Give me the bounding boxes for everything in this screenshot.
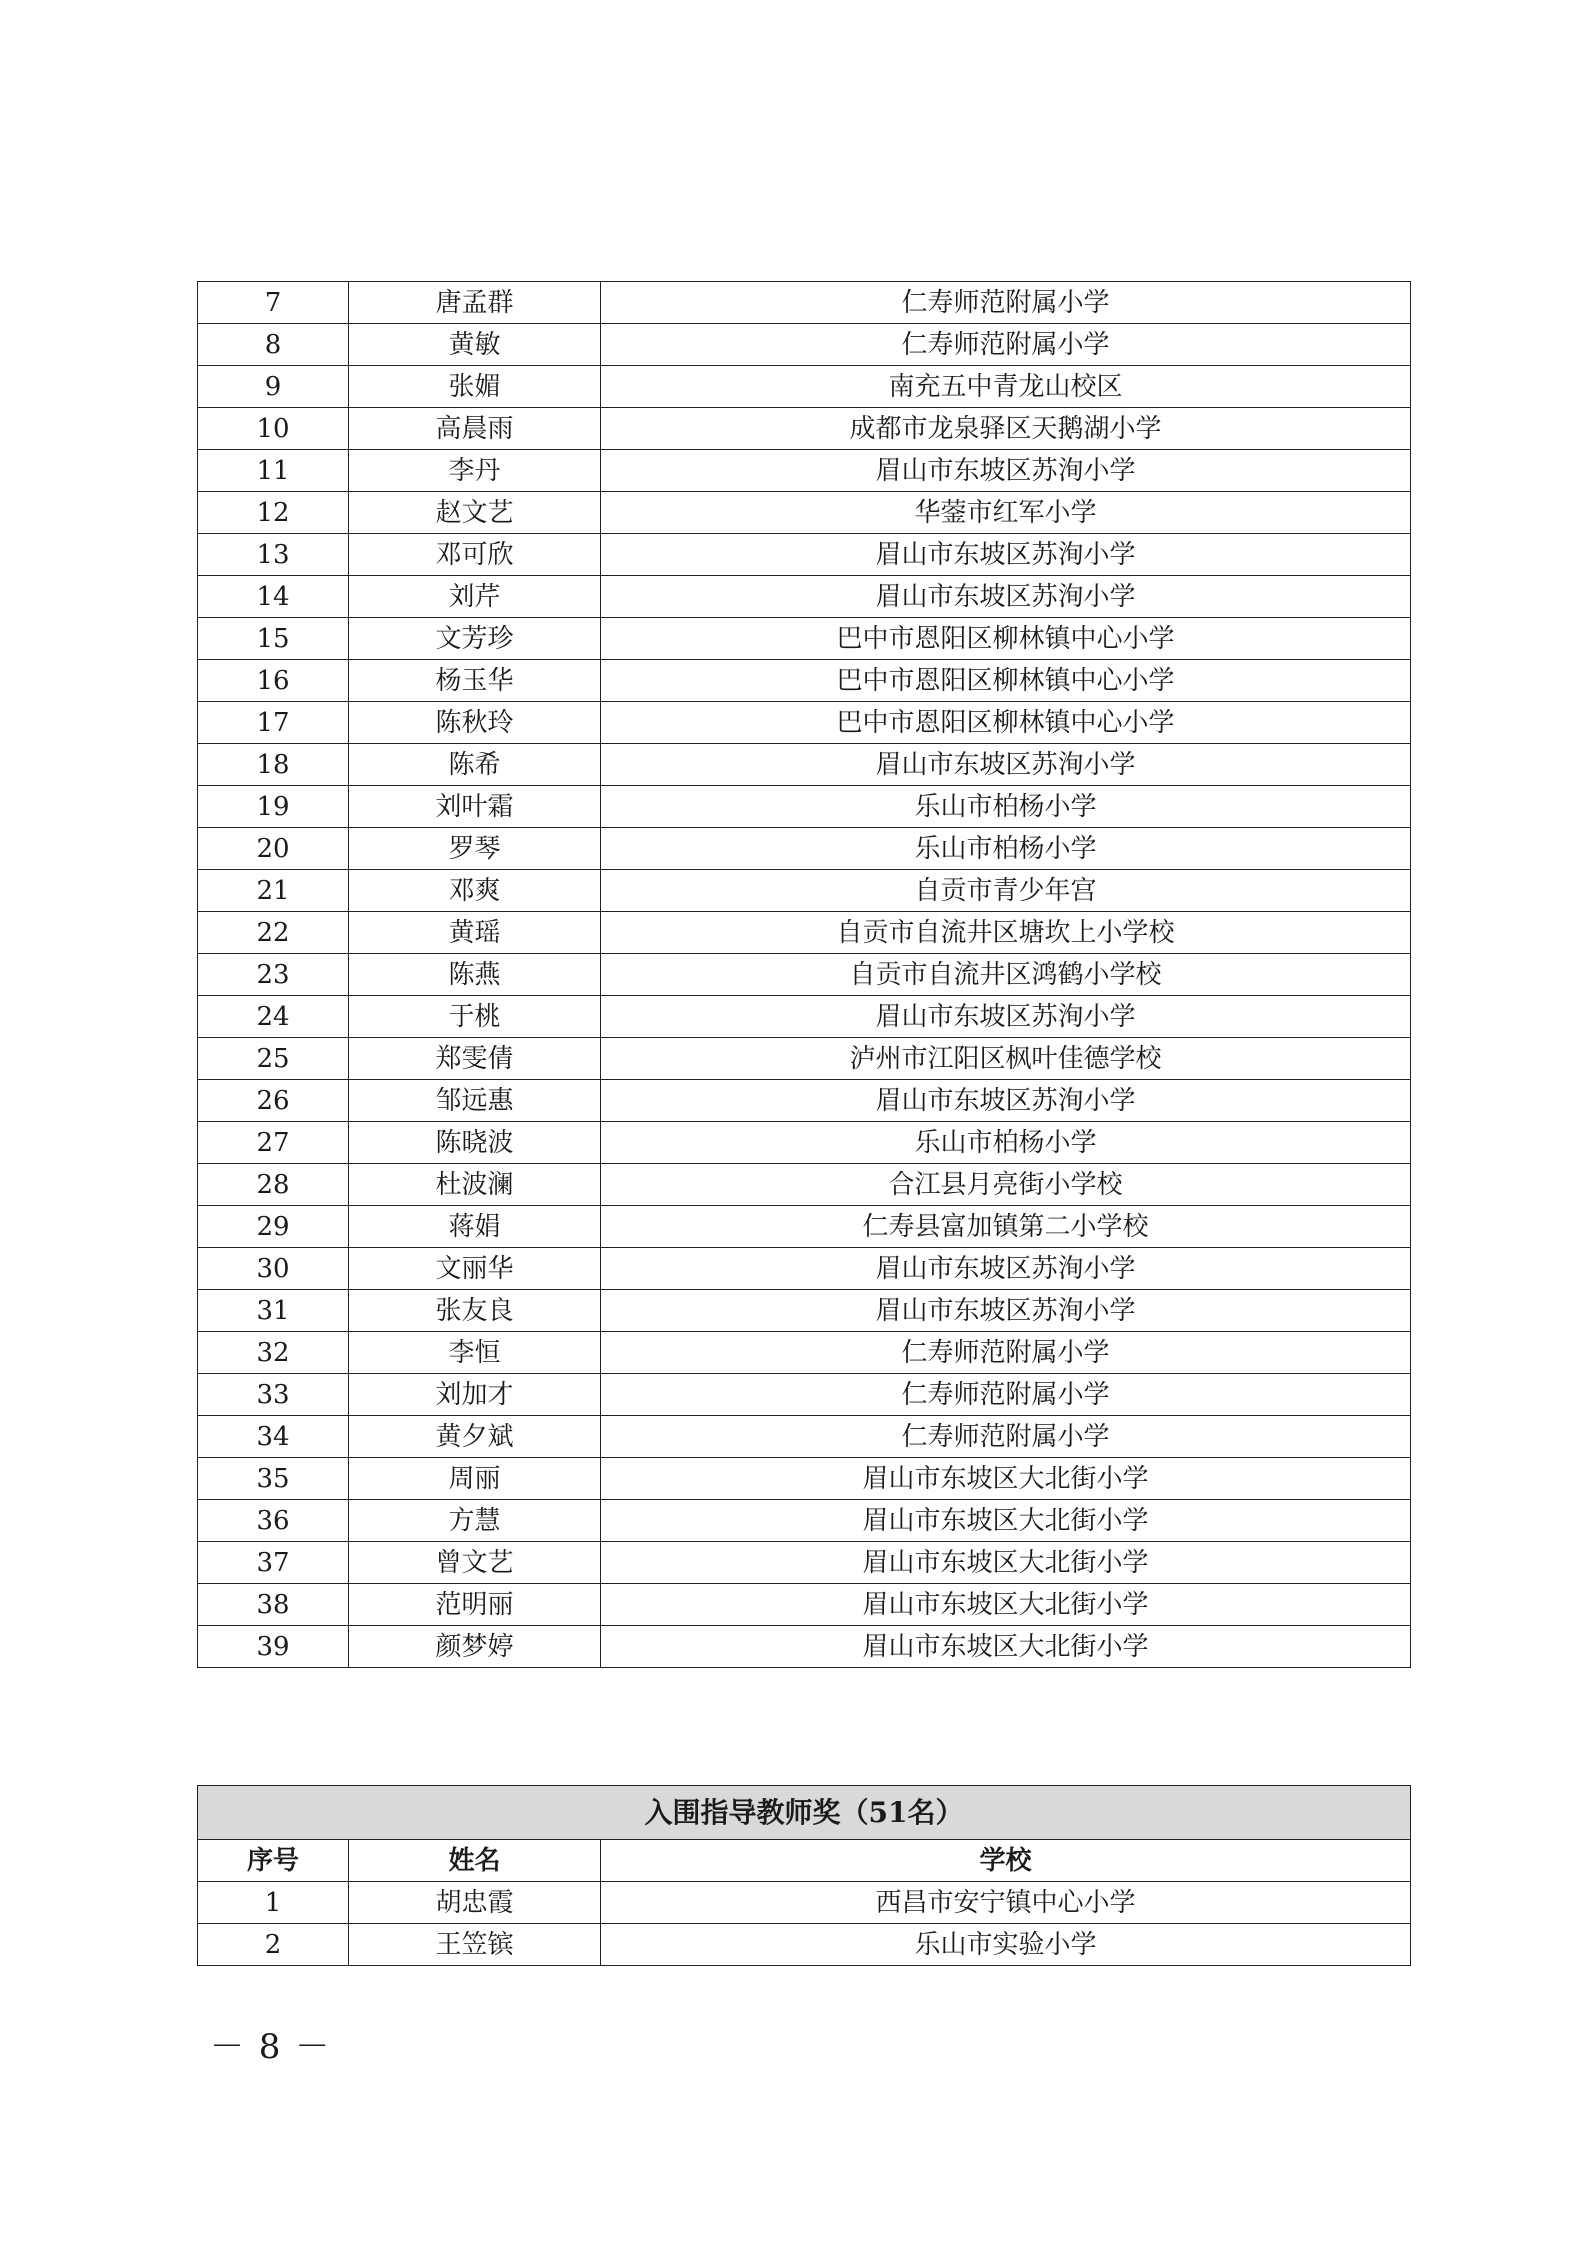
row-school: 巴中市恩阳区柳林镇中心小学 (601, 618, 1411, 660)
table-row (198, 366, 1411, 408)
row-serial-number: 11 (198, 450, 349, 492)
row-serial-number: 2 (198, 1924, 349, 1966)
table-row (198, 744, 1411, 786)
row-serial-number: 19 (198, 786, 349, 828)
row-school: 仁寿师范附属小学 (601, 1374, 1411, 1416)
table-row (198, 1122, 1411, 1164)
row-name: 郑雯倩 (349, 1038, 601, 1080)
row-serial-number: 21 (198, 870, 349, 912)
header-serial-number: 序号 (198, 1840, 349, 1882)
table-row (198, 1374, 1411, 1416)
row-serial-number: 17 (198, 702, 349, 744)
row-serial-number: 26 (198, 1080, 349, 1122)
row-school: 自贡市自流井区鸿鹤小学校 (601, 954, 1411, 996)
row-name: 陈秋玲 (349, 702, 601, 744)
row-school: 眉山市东坡区苏洵小学 (601, 534, 1411, 576)
row-name: 李恒 (349, 1332, 601, 1374)
row-serial-number: 30 (198, 1248, 349, 1290)
row-school: 成都市龙泉驿区天鹅湖小学 (601, 408, 1411, 450)
row-name: 蒋娟 (349, 1206, 601, 1248)
row-name: 罗琴 (349, 828, 601, 870)
row-name: 文芳珍 (349, 618, 601, 660)
table-row (198, 618, 1411, 660)
row-school: 眉山市东坡区苏洵小学 (601, 1080, 1411, 1122)
table-row (198, 450, 1411, 492)
table-row (198, 1248, 1411, 1290)
table-row (198, 1500, 1411, 1542)
row-school: 自贡市自流井区塘坎上小学校 (601, 912, 1411, 954)
row-serial-number: 18 (198, 744, 349, 786)
row-school: 眉山市东坡区苏洵小学 (601, 996, 1411, 1038)
row-name: 张媚 (349, 366, 601, 408)
table-row (198, 324, 1411, 366)
row-serial-number: 38 (198, 1584, 349, 1626)
row-school: 眉山市东坡区大北街小学 (601, 1626, 1411, 1668)
row-serial-number: 1 (198, 1882, 349, 1924)
table-row (198, 1038, 1411, 1080)
row-name: 杨玉华 (349, 660, 601, 702)
header-school: 学校 (601, 1840, 1411, 1882)
row-name: 刘芹 (349, 576, 601, 618)
row-school: 乐山市柏杨小学 (601, 828, 1411, 870)
table-row (198, 702, 1411, 744)
row-school: 自贡市青少年宫 (601, 870, 1411, 912)
header-name: 姓名 (349, 1840, 601, 1882)
row-school: 眉山市东坡区大北街小学 (601, 1458, 1411, 1500)
row-name: 李丹 (349, 450, 601, 492)
row-name: 方慧 (349, 1500, 601, 1542)
row-serial-number: 27 (198, 1122, 349, 1164)
row-school: 眉山市东坡区苏洵小学 (601, 450, 1411, 492)
table-row (198, 1206, 1411, 1248)
award-title-row (198, 1786, 1411, 1840)
table-row (198, 996, 1411, 1038)
row-school: 眉山市东坡区苏洵小学 (601, 1248, 1411, 1290)
row-serial-number: 15 (198, 618, 349, 660)
row-school: 眉山市东坡区大北街小学 (601, 1542, 1411, 1584)
table-row (198, 492, 1411, 534)
table-row (198, 870, 1411, 912)
table-row (198, 1164, 1411, 1206)
row-name: 高晨雨 (349, 408, 601, 450)
row-name: 邓爽 (349, 870, 601, 912)
row-school: 仁寿师范附属小学 (601, 1416, 1411, 1458)
row-school: 眉山市东坡区苏洵小学 (601, 576, 1411, 618)
row-name: 范明丽 (349, 1584, 601, 1626)
table-row (198, 1332, 1411, 1374)
row-name: 颜梦婷 (349, 1626, 601, 1668)
table-row (198, 1924, 1411, 1966)
row-name: 陈燕 (349, 954, 601, 996)
row-name: 王笠镔 (349, 1924, 601, 1966)
row-school: 仁寿师范附属小学 (601, 282, 1411, 324)
row-school: 巴中市恩阳区柳林镇中心小学 (601, 702, 1411, 744)
row-school: 仁寿县富加镇第二小学校 (601, 1206, 1411, 1248)
row-serial-number: 31 (198, 1290, 349, 1332)
row-serial-number: 39 (198, 1626, 349, 1668)
main-list-table (197, 281, 1411, 1668)
row-name: 黄瑶 (349, 912, 601, 954)
row-name: 胡忠霞 (349, 1882, 601, 1924)
table-row (198, 534, 1411, 576)
row-serial-number: 32 (198, 1332, 349, 1374)
row-serial-number: 20 (198, 828, 349, 870)
main-list-body (198, 282, 1411, 1668)
table-row (198, 1458, 1411, 1500)
row-serial-number: 37 (198, 1542, 349, 1584)
row-serial-number: 25 (198, 1038, 349, 1080)
row-name: 唐孟群 (349, 282, 601, 324)
row-school: 眉山市东坡区苏洵小学 (601, 1290, 1411, 1332)
row-name: 赵文艺 (349, 492, 601, 534)
row-school: 南充五中青龙山校区 (601, 366, 1411, 408)
row-serial-number: 29 (198, 1206, 349, 1248)
table-row (198, 576, 1411, 618)
row-serial-number: 28 (198, 1164, 349, 1206)
row-serial-number: 10 (198, 408, 349, 450)
row-name: 陈晓波 (349, 1122, 601, 1164)
row-school: 乐山市实验小学 (601, 1924, 1411, 1966)
row-name: 黄敏 (349, 324, 601, 366)
row-school: 乐山市柏杨小学 (601, 1122, 1411, 1164)
award-header-row (198, 1840, 1411, 1882)
row-school: 西昌市安宁镇中心小学 (601, 1882, 1411, 1924)
row-serial-number: 36 (198, 1500, 349, 1542)
row-name: 文丽华 (349, 1248, 601, 1290)
row-school: 华蓥市红军小学 (601, 492, 1411, 534)
row-serial-number: 12 (198, 492, 349, 534)
row-school: 眉山市东坡区大北街小学 (601, 1500, 1411, 1542)
row-serial-number: 23 (198, 954, 349, 996)
award-table (197, 1785, 1411, 1966)
row-serial-number: 22 (198, 912, 349, 954)
row-name: 邓可欣 (349, 534, 601, 576)
row-school: 合江县月亮街小学校 (601, 1164, 1411, 1206)
row-name: 张友良 (349, 1290, 601, 1332)
row-school: 眉山市东坡区大北街小学 (601, 1584, 1411, 1626)
row-school: 眉山市东坡区苏洵小学 (601, 744, 1411, 786)
row-serial-number: 35 (198, 1458, 349, 1500)
table-row (198, 912, 1411, 954)
row-name: 陈希 (349, 744, 601, 786)
table-row (198, 1080, 1411, 1122)
table-row (198, 1882, 1411, 1924)
row-serial-number: 33 (198, 1374, 349, 1416)
row-school: 仁寿师范附属小学 (601, 1332, 1411, 1374)
table-row (198, 828, 1411, 870)
row-school: 乐山市柏杨小学 (601, 786, 1411, 828)
row-school: 巴中市恩阳区柳林镇中心小学 (601, 660, 1411, 702)
row-name: 邹远惠 (349, 1080, 601, 1122)
row-name: 刘加才 (349, 1374, 601, 1416)
row-serial-number: 8 (198, 324, 349, 366)
row-name: 周丽 (349, 1458, 601, 1500)
page-number: － 8 － (210, 2027, 332, 2067)
table-row (198, 1542, 1411, 1584)
row-name: 黄夕斌 (349, 1416, 601, 1458)
table-row (198, 282, 1411, 324)
award-section-title: 入围指导教师奖（51名） (198, 1786, 1411, 1840)
table-row (198, 1290, 1411, 1332)
row-serial-number: 14 (198, 576, 349, 618)
row-name: 于桃 (349, 996, 601, 1038)
award-list-body (198, 1882, 1411, 1966)
table-row (198, 408, 1411, 450)
row-serial-number: 9 (198, 366, 349, 408)
row-serial-number: 16 (198, 660, 349, 702)
row-name: 杜波澜 (349, 1164, 601, 1206)
table-row (198, 1584, 1411, 1626)
row-serial-number: 13 (198, 534, 349, 576)
table-row (198, 954, 1411, 996)
row-serial-number: 34 (198, 1416, 349, 1458)
table-row (198, 1626, 1411, 1668)
table-row (198, 1416, 1411, 1458)
row-school: 仁寿师范附属小学 (601, 324, 1411, 366)
table-row (198, 660, 1411, 702)
table-row (198, 786, 1411, 828)
row-serial-number: 24 (198, 996, 349, 1038)
row-name: 刘叶霜 (349, 786, 601, 828)
row-name: 曾文艺 (349, 1542, 601, 1584)
row-serial-number: 7 (198, 282, 349, 324)
row-school: 泸州市江阳区枫叶佳德学校 (601, 1038, 1411, 1080)
